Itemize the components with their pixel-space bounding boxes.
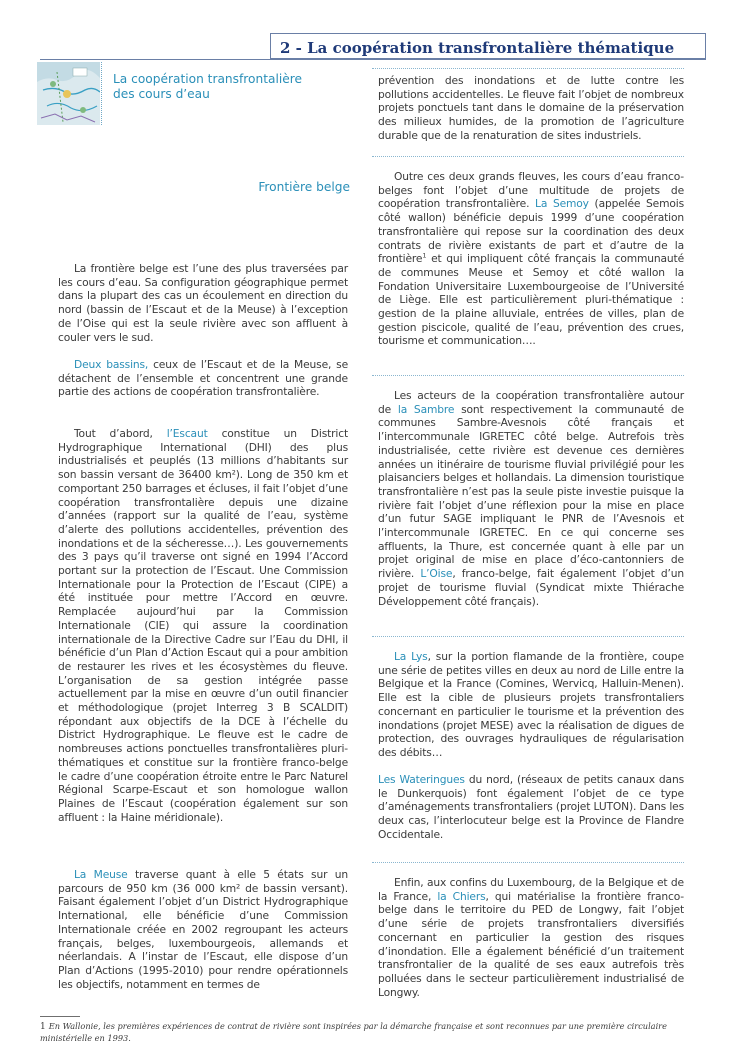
highlight-semoy: La Semoy	[535, 197, 589, 211]
left-paragraph-escaut	[58, 427, 348, 824]
right-rule-1	[372, 156, 684, 157]
left-paragraph-meuse	[58, 868, 348, 991]
chiers-lead: Enfin, aux confins du Luxembourg, de la Belgique et de la France,	[378, 876, 684, 903]
semoy-text: (appelée Semois côté wallon) bénéficie depuis 1999 d’une coopération transfrontalière qui repose sur la coordination des deux contrats de rivière existants de part et d’autre de la frontière	[378, 197, 684, 266]
right-paragraph-lys	[378, 650, 684, 760]
right-rule-2	[372, 375, 684, 376]
map-thumbnail	[37, 62, 100, 125]
highlight-escaut: l’Escaut	[166, 427, 208, 440]
footnote-number: 1	[40, 1022, 46, 1032]
page-title: 2 - La coopération transfrontalière thématique	[280, 39, 675, 57]
footnote	[40, 1021, 700, 1044]
right-paragraph-sambre	[378, 389, 684, 608]
right-paragraph-chiers	[378, 876, 684, 999]
sambre-text: sont respectivement la communauté de communes Sambre-Avesnois côté français et l’intercommunale IGRETEC côté belge. Autrefois très industrialisée, cette rivière est devenue ces dernières années un itinéraire de tourisme fluvial privilégié pour les plaisanciers belges et hollandais. La dimension touristique transfrontalière n’est pas la seule piste investie puisque la rivière fait l’objet d’une réflexion pour la mise en place d’un futur SAGE impliquant le PNR de l’Avesnois et l’intercommunale IGRETEC. En ce qui concerne ses affluents, la Thure, est concernée quant à elle par un projet original de mise en place d’éco-cantonniers de rivière.	[378, 402, 684, 581]
oise-text: , franco-belge, fait également l’objet d’un projet de tourisme fluvial (Syndicat mixte Thiérache Développement côté français).	[378, 567, 685, 608]
right-rule-top	[372, 68, 684, 69]
chiers-text: , qui matérialise la frontière franco-belge dans le territoire du PED de Longwy, fait l’objet d’une série de projets transfrontaliers diversifiés concernant en particulier la gestion des risques d’inondation. Elle a également bénéficié d’un traitement transfrontalier de la qualité de ses eaux autrefois très polluées dans le secteur particulièrement industrialisé de Longwy.	[378, 889, 684, 999]
right-paragraph-continuation	[378, 74, 684, 143]
footnote-ref: 1	[422, 251, 427, 260]
footnote-text: En Wallonie, les premières expériences de contrat de rivière sont inspirées par la démarche française et sont reconnues par une première circulaire ministérielle en 1993.	[40, 1021, 667, 1043]
right-paragraph-semoy	[378, 170, 684, 348]
section-heading: Frontière belge	[258, 180, 350, 194]
semoy-text-end: et qui impliquent côté français la communauté de communes Meuse et Semoy et côté wallon la Fondation Universitaire Luxembourgeoise de l’Université de Liège. Elle est particulièrement pluri-thématique : gestion de la plaine alluviale, entrées de villes, plan de gestion piscicole, qualité de l’eau, prévention des crues, tourisme et communication….	[378, 252, 684, 348]
footnote-rule	[40, 1016, 80, 1017]
continuation-text: prévention des inondations et de lutte contre les pollutions accidentelles. Le fleuve fait l’objet de nombreux projets ponctuels tant dans le domaine de la préservation des milieux humides, de la promotion de l’agriculture durable que de la renaturation de sites industriels.	[378, 74, 684, 142]
highlight-oise: L’Oise	[420, 567, 453, 581]
highlight-chiers: la Chiers	[437, 889, 486, 903]
left-paragraph-intro	[58, 262, 348, 344]
highlight-lys: La Lys	[394, 650, 428, 663]
subtitle-line-2: des cours d’eau	[113, 87, 210, 101]
subtitle-line-1: La coopération transfrontalière	[113, 72, 302, 86]
sambre-lead: Les acteurs de la coopération transfrontalière autour de	[378, 389, 684, 416]
wateringues-text: du nord, (réseaux de petits canaux dans le Dunkerquois) font également l’objet de ce type d’aménagements transfrontaliers (projet LUTON). Dans les deux cas, l’interlocuteur belge est la Province de Flandre Occidentale.	[378, 773, 684, 841]
section-subtitle	[113, 72, 323, 102]
semoy-lead: Outre ces deux grands fleuves, les cours d’eau franco-belges font l’objet d’une multitude de projets de coopération transfrontalière.	[378, 170, 684, 211]
right-paragraph-wateringues	[378, 773, 684, 842]
right-rule-3	[372, 636, 684, 637]
lys-text: , sur la portion flamande de la frontière, coupe une série de petites villes en deux au nord de Lille entre la Belgique et la France (Comines, Wervicq, Halluin-Menen). Elle est la cible de plusieurs projets transfrontaliers concernant en particulier le tourisme et la prévention des inondations (projet MESE) avec la réalisation de digues de protection, des ouvrages hydrauliques de régularisation des débits…	[378, 650, 684, 759]
thumbnail-divider	[101, 62, 109, 125]
escaut-lead: Tout d’abord,	[74, 427, 167, 440]
highlight-deux-bassins: Deux bassins,	[74, 358, 149, 371]
highlight-meuse: La Meuse	[74, 868, 128, 881]
intro-text: La frontière belge est l’une des plus traversées par les cours d’eau. Sa configuration géographique permet dans la plupart des cas un écoulement en direction du nord (bassin de l’Escaut et de la Meuse) à l’exception de l’Oise qui est la seule rivière avec son affluent à couler vers le sud.	[58, 262, 348, 344]
left-paragraph-bassins	[58, 358, 348, 399]
meuse-text: traverse quant à elle 5 états sur un parcours de 950 km (36 000 km² de bassin versant). Faisant également l’objet d’un District Hydrographique International, elle bénéficie d’une Commission Internationale créée en 2002 regroupant les acteurs français, belges, luxembourgeois, allemands et néerlandais. A l’instar de l’Escaut, elle dispose d’un Plan d’Actions (1995-2010) pour rendre opérationnels les objectifs, notamment en termes de	[58, 868, 348, 991]
highlight-wateringues: Les Wateringues	[378, 773, 465, 786]
escaut-text: constitue un District Hydrographique International (DHI) des plus industrialisés et peuplés (13 millions d’habitants sur son bassin versant de 36400 km²). Long de 350 km et comportant 250 barrages et écluses, il fait l’objet d’une coopération transfrontalière depuis une dizaine d’années (rapport sur la qualité de l’eau, système d’alerte des pollutions accidentelles, prévention des inondations et de la sécheresse…). Les gouvernements des 3 pays qu’il traverse ont signé en 1994 l’Accord portant sur la protection de l’Escaut. Une Commission Internationale pour la Protection de l’Escaut (CIPE) a été instituée pour mettre l’Accord en œuvre. Remplacée aujourd’hui par la Commission Internationale (CIE) qui assure la coordination internationale de la Directive Cadre sur l’Eau du DHI, il bénéficie d’un Plan d’Action Escaut qui a pour ambition de restaurer les rives et les écosystèmes du fleuve. L’organisation de sa gestion intégrée passe actuellement par la mise en œuvre d’un outil financier et méthodologique (projet Interreg 3 B SCALDIT) répondant aux objectifs de la DCE à l’échelle du District Hydrographique. Le fleuve est le cadre de nombreuses actions ponctuelles transfrontalières pluri-thématiques et constitue sur la frontière franco-belge le cadre d’une coopération étroite entre le Parc Naturel Régional Scarpe-Escaut et son homologue wallon Plaines de l’Escaut (coopération également sur son affluent : la Haine méridionale).	[58, 427, 348, 824]
right-rule-4	[372, 862, 684, 863]
bassins-text: ceux de l’Escaut et de la Meuse, se détachent de l’ensemble et concentrent une grande partie des actions de coopération transfrontalière.	[58, 358, 349, 399]
highlight-sambre: la Sambre	[397, 402, 455, 416]
header-rule	[40, 59, 706, 60]
